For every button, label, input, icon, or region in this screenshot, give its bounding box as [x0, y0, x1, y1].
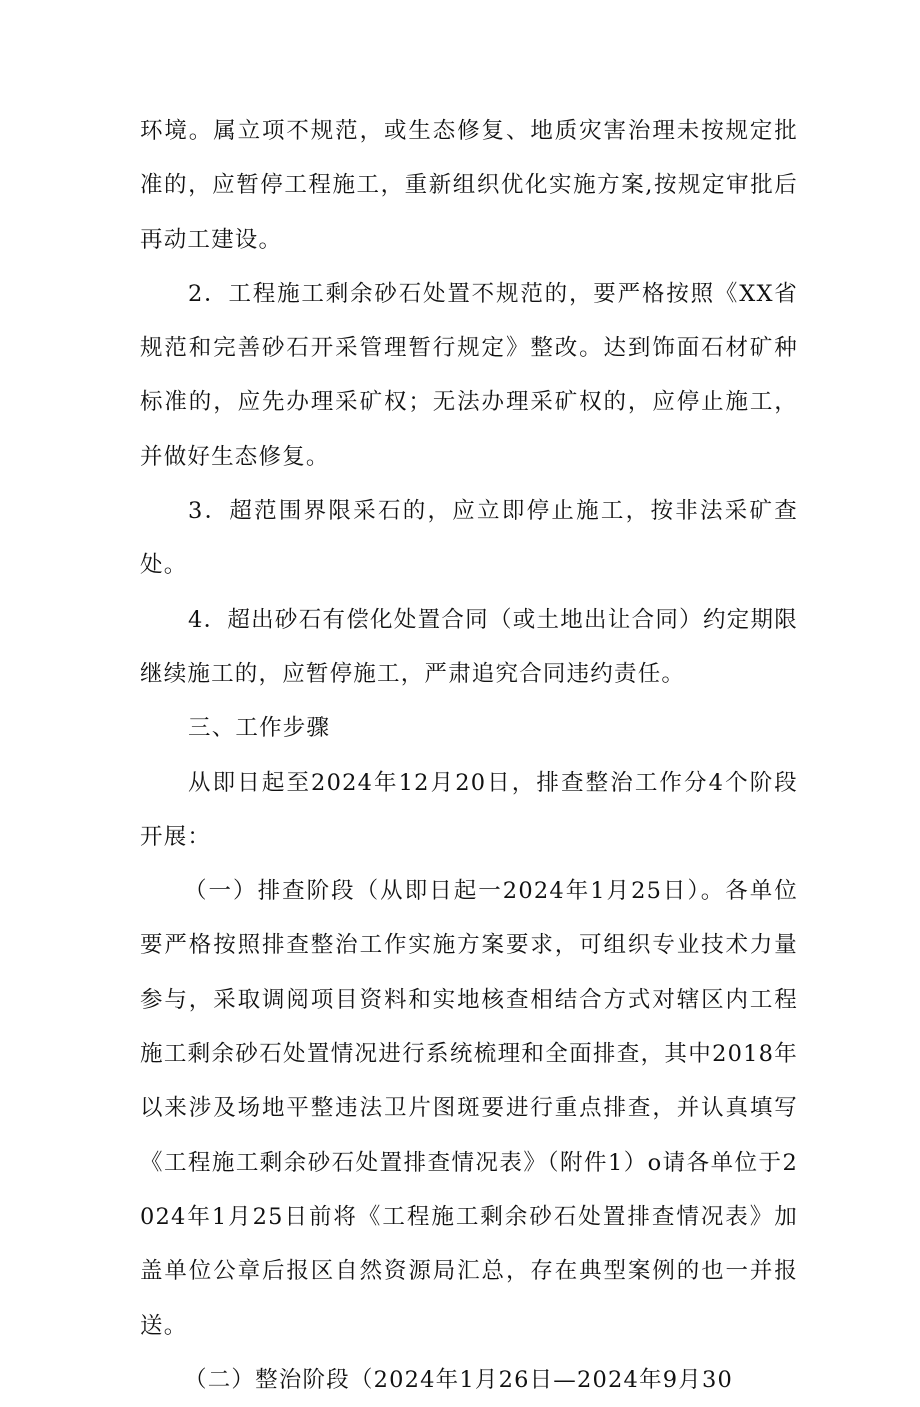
- paragraph-timeline: 从即日起至2024年12月20日，排查整治工作分4个阶段开展：: [140, 769, 798, 850]
- paragraph-stage-2: （二）整治阶段（2024年1月26日—2024年9月30: [184, 1366, 734, 1393]
- paragraph-item-4: 4．超出砂石有偿化处置合同（或土地出让合同）约定期限继续施工的，应暂停施工，严肃追究合同违约责任。: [140, 606, 798, 687]
- document-body: [140, 104, 798, 1407]
- paragraph-item-3: 3．超范围界限采石的，应立即停止施工，按非法采矿查处。: [140, 498, 798, 579]
- paragraph-continuation: 环境。属立项不规范，或生态修复、地质灾害治理未按规定批准的，应暂停工程施工，重新组织优化实施方案,按规定审批后再动工建设。: [140, 118, 798, 253]
- section-heading-work-steps: 三、工作步骤: [188, 715, 331, 742]
- paragraph-item-2: 2．工程施工剩余砂石处置不规范的，要严格按照《XX省规范和完善砂石开采管理暂行规定》整改。达到饰面石材矿种标准的，应先办理采矿权；无法办理采矿权的，应停止施工，并做好生态修复。: [140, 280, 798, 470]
- paragraph-stage-1: （一）排查阶段（从即日起一2024年1月25日）。各单位要严格按照排查整治工作实施方案要求，可组织专业技术力量参与，采取调阅项目资料和实地核查相结合方式对辖区内工程施工剩余砂石处置情况进行系统梳理和全面排查，其中2018年以来涉及场地平整违法卫片图斑要进行重点排查，并认真填写《工程施工剩余砂石处置排查情况表》（附件1）o请各单位于2024年1月25日前将《工程施工剩余砂石处置排查情况表》加盖单位公章后报区自然资源局汇总，存在典型案例的也一并报送。: [140, 878, 798, 1339]
